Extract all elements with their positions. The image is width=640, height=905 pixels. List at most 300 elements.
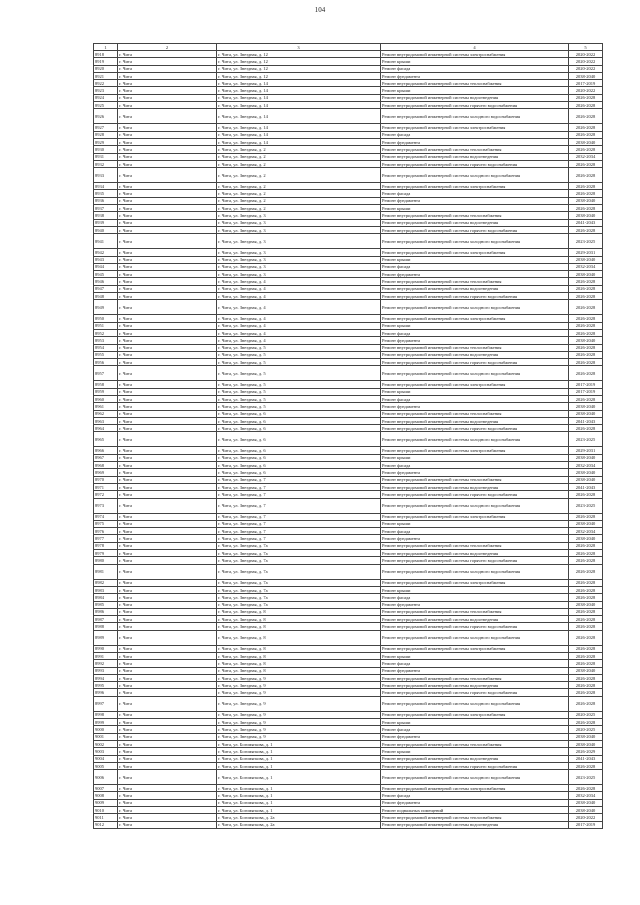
- row-work-type: Ремонт внутридомовой инженерной системы холодного водоснабжения: [381, 109, 569, 124]
- row-address: г. Чита, ул. Звездная, д. 14: [217, 138, 381, 145]
- row-city: г. Чита: [118, 285, 217, 292]
- row-address: г. Чита, ул. Звездная, д. 9: [217, 689, 381, 696]
- row-address: г. Чита, ул. Звездная, д. 2: [217, 146, 381, 153]
- row-city: г. Чита: [118, 740, 217, 747]
- row-address: г. Чита, ул. Звездная, д. 7а: [217, 586, 381, 593]
- row-period: 2026-2028: [569, 102, 603, 109]
- row-city: г. Чита: [118, 616, 217, 623]
- row-city: г. Чита: [118, 65, 217, 72]
- table-row: [94, 417, 603, 424]
- row-address: г. Чита, ул. Звездная, д. 7а: [217, 579, 381, 586]
- row-address: г. Чита, ул. Звездная, д. 7: [217, 528, 381, 535]
- row-period: 2026-2028: [569, 329, 603, 336]
- row-address: г. Чита, ул. Звездная, д. 12: [217, 51, 381, 58]
- row-number: 8977: [94, 535, 118, 542]
- row-city: г. Чита: [118, 51, 217, 58]
- row-address: г. Чита, ул. Звездная, д. 3: [217, 256, 381, 263]
- row-number: 8983: [94, 586, 118, 593]
- row-work-type: Ремонт крыши: [381, 586, 569, 593]
- table-row: [94, 462, 603, 469]
- table-row: [94, 300, 603, 315]
- table-row: [94, 359, 603, 366]
- row-address: г. Чита, ул. Звездная, д. 7а: [217, 557, 381, 564]
- table-row: [94, 476, 603, 483]
- row-number: 8950: [94, 315, 118, 322]
- row-work-type: Ремонт крыши: [381, 520, 569, 527]
- row-city: г. Чита: [118, 102, 217, 109]
- row-number: 8926: [94, 109, 118, 124]
- row-city: г. Чита: [118, 344, 217, 351]
- row-address: г. Чита, ул. Звездная, д. 6: [217, 462, 381, 469]
- row-number: 8918: [94, 51, 118, 58]
- table-row: [94, 762, 603, 769]
- row-number: 8978: [94, 542, 118, 549]
- row-work-type: Ремонт внутридомовой инженерной системы электроснабжения: [381, 183, 569, 190]
- row-work-type: Ремонт внутридомовой инженерной системы электроснабжения: [381, 315, 569, 322]
- table-row: [94, 719, 603, 726]
- row-number: 8995: [94, 682, 118, 689]
- row-number: 8955: [94, 351, 118, 358]
- row-city: г. Чита: [118, 491, 217, 498]
- row-work-type: Ремонт фасада: [381, 528, 569, 535]
- row-city: г. Чита: [118, 315, 217, 322]
- row-city: г. Чита: [118, 586, 217, 593]
- row-number: 8984: [94, 594, 118, 601]
- row-number: 8951: [94, 322, 118, 329]
- row-city: г. Чита: [118, 608, 217, 615]
- table-row: [94, 630, 603, 645]
- table-row: [94, 410, 603, 417]
- row-city: г. Чита: [118, 579, 217, 586]
- row-address: г. Чита, ул. Богомягкова, д. 1: [217, 792, 381, 799]
- row-city: г. Чита: [118, 410, 217, 417]
- row-number: 9008: [94, 792, 118, 799]
- table-row: [94, 491, 603, 498]
- row-work-type: Ремонт фасада: [381, 263, 569, 270]
- row-period: 2026-2028: [569, 366, 603, 381]
- row-period: 2023-2025: [569, 770, 603, 785]
- row-city: г. Чита: [118, 249, 217, 256]
- row-city: г. Чита: [118, 168, 217, 183]
- row-number: 8941: [94, 234, 118, 249]
- row-city: г. Чита: [118, 263, 217, 270]
- row-city: г. Чита: [118, 645, 217, 652]
- row-period: 2026-2028: [569, 630, 603, 645]
- row-number: 8959: [94, 388, 118, 395]
- row-address: г. Чита, ул. Звездная, д. 14: [217, 80, 381, 87]
- row-work-type: Ремонт внутридомовой инженерной системы электроснабжения: [381, 124, 569, 131]
- row-period: 2017-2019: [569, 388, 603, 395]
- row-work-type: Ремонт внутридомовой инженерной системы водоотведения: [381, 351, 569, 358]
- row-city: г. Чита: [118, 366, 217, 381]
- row-period: 2038-2040: [569, 601, 603, 608]
- row-city: г. Чита: [118, 755, 217, 762]
- row-number: 8998: [94, 711, 118, 718]
- row-city: г. Чита: [118, 513, 217, 520]
- row-city: г. Чита: [118, 197, 217, 204]
- row-city: г. Чита: [118, 381, 217, 388]
- row-period: 2017-2019: [569, 80, 603, 87]
- row-period: 2032-2034: [569, 528, 603, 535]
- row-period: 2026-2028: [569, 491, 603, 498]
- header-col-4: 4: [381, 44, 569, 51]
- table-row: [94, 564, 603, 579]
- row-period: 2026-2028: [569, 762, 603, 769]
- row-city: г. Чита: [118, 726, 217, 733]
- row-work-type: Ремонт внутридомовой инженерной системы теплоснабжения: [381, 608, 569, 615]
- row-work-type: Ремонт внутридомовой инженерной системы водоотведения: [381, 616, 569, 623]
- row-period: 2029-2031: [569, 447, 603, 454]
- row-work-type: Ремонт внутридомовой инженерной системы электроснабжения: [381, 785, 569, 792]
- row-period: 2026-2029: [569, 748, 603, 755]
- row-number: 8939: [94, 219, 118, 226]
- row-number: 9005: [94, 762, 118, 769]
- table-row: [94, 293, 603, 300]
- row-city: г. Чита: [118, 359, 217, 366]
- row-address: г. Чита, ул. Звездная, д. 7а: [217, 550, 381, 557]
- row-period: 2038-2040: [569, 740, 603, 747]
- table-row: [94, 94, 603, 101]
- row-period: 2038-2040: [569, 454, 603, 461]
- table-row: [94, 102, 603, 109]
- row-address: г. Чита, ул. Богомягкова, д. 1: [217, 755, 381, 762]
- row-number: 8966: [94, 447, 118, 454]
- row-city: г. Чита: [118, 72, 217, 79]
- row-city: г. Чита: [118, 623, 217, 630]
- row-work-type: Ремонт фасада: [381, 462, 569, 469]
- row-number: 8923: [94, 87, 118, 94]
- row-city: г. Чита: [118, 814, 217, 821]
- row-number: 8993: [94, 667, 118, 674]
- row-city: г. Чита: [118, 748, 217, 755]
- row-work-type: Ремонт крыши: [381, 653, 569, 660]
- row-work-type: Ремонт фундамента: [381, 733, 569, 740]
- row-work-type: Ремонт внутридомовой инженерной системы электроснабжения: [381, 711, 569, 718]
- table-row: [94, 821, 603, 828]
- row-period: 2026-2028: [569, 682, 603, 689]
- row-address: г. Чита, ул. Звездная, д. 7: [217, 520, 381, 527]
- row-address: г. Чита, ул. Звездная, д. 6: [217, 469, 381, 476]
- header-col-1: 1: [94, 44, 118, 51]
- row-number: 8991: [94, 653, 118, 660]
- row-period: 2032-2034: [569, 462, 603, 469]
- row-address: г. Чита, ул. Звездная, д. 14: [217, 94, 381, 101]
- table-row: [94, 234, 603, 249]
- row-address: г. Чита, ул. Богомягкова, д. 1: [217, 748, 381, 755]
- row-period: 2038-2040: [569, 667, 603, 674]
- row-work-type: Ремонт подвальных помещений: [381, 807, 569, 814]
- table-row: [94, 72, 603, 79]
- row-city: г. Чита: [118, 792, 217, 799]
- row-address: г. Чита, ул. Звездная, д. 8: [217, 660, 381, 667]
- row-number: 8925: [94, 102, 118, 109]
- row-address: г. Чита, ул. Звездная, д. 12: [217, 65, 381, 72]
- row-number: 8992: [94, 660, 118, 667]
- row-period: 2020-2022: [569, 65, 603, 72]
- row-city: г. Чита: [118, 564, 217, 579]
- row-city: г. Чита: [118, 785, 217, 792]
- row-number: 8981: [94, 564, 118, 579]
- row-number: 9001: [94, 733, 118, 740]
- table-row: [94, 594, 603, 601]
- row-address: г. Чита, ул. Звездная, д. 8: [217, 653, 381, 660]
- row-period: 2026-2028: [569, 278, 603, 285]
- row-period: 2038-2040: [569, 138, 603, 145]
- row-address: г. Чита, ул. Звездная, д. 8: [217, 616, 381, 623]
- row-number: 8937: [94, 205, 118, 212]
- row-address: г. Чита, ул. Звездная, д. 2: [217, 160, 381, 167]
- row-work-type: Ремонт внутридомовой инженерной системы холодного водоснабжения: [381, 234, 569, 249]
- row-number: 8943: [94, 256, 118, 263]
- row-number: 8971: [94, 483, 118, 490]
- row-work-type: Ремонт внутридомовой инженерной системы холодного водоснабжения: [381, 366, 569, 381]
- row-work-type: Ремонт крыши: [381, 205, 569, 212]
- row-city: г. Чита: [118, 653, 217, 660]
- row-work-type: Ремонт фундамента: [381, 535, 569, 542]
- row-city: г. Чита: [118, 395, 217, 402]
- row-period: 2026-2028: [569, 131, 603, 138]
- row-period: 2026-2028: [569, 146, 603, 153]
- row-city: г. Чита: [118, 711, 217, 718]
- table-row: [94, 395, 603, 402]
- row-number: 9010: [94, 807, 118, 814]
- row-number: 8956: [94, 359, 118, 366]
- row-work-type: Ремонт внутридомовой инженерной системы электроснабжения: [381, 579, 569, 586]
- row-number: 8924: [94, 94, 118, 101]
- table-row: [94, 432, 603, 447]
- row-period: 2038-2040: [569, 807, 603, 814]
- row-address: г. Чита, ул. Звездная, д. 4: [217, 285, 381, 292]
- row-work-type: Ремонт фундамента: [381, 138, 569, 145]
- row-period: 2032-2034: [569, 263, 603, 270]
- table-row: [94, 814, 603, 821]
- row-number: 9012: [94, 821, 118, 828]
- row-work-type: Ремонт крыши: [381, 322, 569, 329]
- row-work-type: Ремонт внутридомовой инженерной системы водоотведения: [381, 153, 569, 160]
- table-row: [94, 535, 603, 542]
- row-number: 8938: [94, 212, 118, 219]
- row-address: г. Чита, ул. Звездная, д. 9: [217, 711, 381, 718]
- row-work-type: Ремонт внутридомовой инженерной системы холодного водоснабжения: [381, 770, 569, 785]
- row-period: 2026-2028: [569, 395, 603, 402]
- row-period: 2038-2040: [569, 469, 603, 476]
- table-row: [94, 498, 603, 513]
- row-period: 2038-2040: [569, 337, 603, 344]
- row-city: г. Чита: [118, 469, 217, 476]
- row-number: 8989: [94, 630, 118, 645]
- table-row: [94, 219, 603, 226]
- table-row: [94, 153, 603, 160]
- row-period: 2026-2028: [569, 285, 603, 292]
- row-work-type: Ремонт крыши: [381, 388, 569, 395]
- row-period: 2026-2028: [569, 300, 603, 315]
- row-number: 8990: [94, 645, 118, 652]
- row-work-type: Ремонт внутридомовой инженерной системы электроснабжения: [381, 381, 569, 388]
- table-row: [94, 653, 603, 660]
- row-city: г. Чита: [118, 696, 217, 711]
- table-row: [94, 755, 603, 762]
- row-address: г. Чита, ул. Богомягкова, д. 1: [217, 799, 381, 806]
- row-work-type: Ремонт внутридомовой инженерной системы холодного водоснабжения: [381, 630, 569, 645]
- row-address: г. Чита, ул. Звездная, д. 7: [217, 476, 381, 483]
- table-row: [94, 366, 603, 381]
- row-address: г. Чита, ул. Звездная, д. 7а: [217, 594, 381, 601]
- row-city: г. Чита: [118, 329, 217, 336]
- row-work-type: Ремонт внутридомовой инженерной системы водоотведения: [381, 483, 569, 490]
- row-address: г. Чита, ул. Звездная, д. 6: [217, 447, 381, 454]
- row-period: 2038-2040: [569, 733, 603, 740]
- row-work-type: Ремонт фасада: [381, 726, 569, 733]
- table-row: [94, 124, 603, 131]
- row-address: г. Чита, ул. Богомягкова, д. 2а: [217, 821, 381, 828]
- table-row: [94, 542, 603, 549]
- row-number: 8973: [94, 498, 118, 513]
- row-period: 2026-2028: [569, 689, 603, 696]
- row-address: г. Чита, ул. Звездная, д. 9: [217, 726, 381, 733]
- row-work-type: Ремонт внутридомовой инженерной системы теплоснабжения: [381, 344, 569, 351]
- row-work-type: Ремонт внутридомовой инженерной системы электроснабжения: [381, 513, 569, 520]
- row-work-type: Ремонт крыши: [381, 454, 569, 461]
- row-work-type: Ремонт внутридомовой инженерной системы горячего водоснабжения: [381, 762, 569, 769]
- row-number: 8932: [94, 160, 118, 167]
- row-address: г. Чита, ул. Звездная, д. 14: [217, 109, 381, 124]
- row-number: 9006: [94, 770, 118, 785]
- row-address: г. Чита, ул. Богомягкова, д. 1: [217, 762, 381, 769]
- row-period: 2026-2028: [569, 359, 603, 366]
- table-row: [94, 278, 603, 285]
- row-period: 2026-2028: [569, 425, 603, 432]
- row-city: г. Чита: [118, 719, 217, 726]
- row-address: г. Чита, ул. Звездная, д. 7а: [217, 564, 381, 579]
- row-period: 2026-2028: [569, 168, 603, 183]
- row-number: 8929: [94, 138, 118, 145]
- row-work-type: Ремонт крыши: [381, 256, 569, 263]
- row-address: г. Чита, ул. Звездная, д. 3: [217, 219, 381, 226]
- table-row: [94, 212, 603, 219]
- row-period: 2026-2028: [569, 226, 603, 233]
- row-work-type: Ремонт внутридомовой инженерной системы водоотведения: [381, 285, 569, 292]
- row-address: г. Чита, ул. Звездная, д. 9: [217, 719, 381, 726]
- row-address: г. Чита, ул. Звездная, д. 3: [217, 263, 381, 270]
- row-city: г. Чита: [118, 219, 217, 226]
- row-work-type: Ремонт фасада: [381, 131, 569, 138]
- row-period: 2026-2028: [569, 594, 603, 601]
- table-row: [94, 226, 603, 233]
- row-work-type: Ремонт внутридомовой инженерной системы теплоснабжения: [381, 740, 569, 747]
- table-row: [94, 285, 603, 292]
- row-address: г. Чита, ул. Богомягкова, д. 1: [217, 807, 381, 814]
- row-work-type: Ремонт крыши: [381, 719, 569, 726]
- table-row: [94, 403, 603, 410]
- row-number: 8919: [94, 58, 118, 65]
- table-row: [94, 740, 603, 747]
- row-number: 8921: [94, 72, 118, 79]
- table-row: [94, 315, 603, 322]
- table-row: [94, 799, 603, 806]
- row-number: 8957: [94, 366, 118, 381]
- row-period: 2026-2028: [569, 344, 603, 351]
- row-address: г. Чита, ул. Звездная, д. 2: [217, 190, 381, 197]
- row-work-type: Ремонт фундамента: [381, 667, 569, 674]
- row-work-type: Ремонт внутридомовой инженерной системы теплоснабжения: [381, 542, 569, 549]
- row-city: г. Чита: [118, 807, 217, 814]
- row-city: г. Чита: [118, 234, 217, 249]
- row-address: г. Чита, ул. Звездная, д. 7: [217, 491, 381, 498]
- row-city: г. Чита: [118, 160, 217, 167]
- table-row: [94, 586, 603, 593]
- row-city: г. Чита: [118, 483, 217, 490]
- row-number: 8979: [94, 550, 118, 557]
- table-header: [94, 44, 603, 51]
- row-address: г. Чита, ул. Звездная, д. 14: [217, 131, 381, 138]
- table-row: [94, 447, 603, 454]
- row-period: 2026-2028: [569, 608, 603, 615]
- table-row: [94, 601, 603, 608]
- row-address: г. Чита, ул. Звездная, д. 7а: [217, 542, 381, 549]
- row-address: г. Чита, ул. Богомягкова, д. 2а: [217, 814, 381, 821]
- table-row: [94, 337, 603, 344]
- table-row: [94, 146, 603, 153]
- row-number: 8935: [94, 190, 118, 197]
- row-city: г. Чита: [118, 682, 217, 689]
- row-period: 2026-2028: [569, 293, 603, 300]
- row-period: 2026-2028: [569, 315, 603, 322]
- row-number: 8949: [94, 300, 118, 315]
- table-row: [94, 733, 603, 740]
- row-number: 9003: [94, 748, 118, 755]
- row-work-type: Ремонт фасада: [381, 329, 569, 336]
- row-period: 2038-2040: [569, 256, 603, 263]
- row-work-type: Ремонт внутридомовой инженерной системы теплоснабжения: [381, 674, 569, 681]
- row-work-type: Ремонт фундамента: [381, 271, 569, 278]
- row-address: г. Чита, ул. Звездная, д. 8: [217, 630, 381, 645]
- row-address: г. Чита, ул. Звездная, д. 2: [217, 153, 381, 160]
- row-number: 9004: [94, 755, 118, 762]
- row-number: 8942: [94, 249, 118, 256]
- row-work-type: Ремонт внутридомовой инженерной системы холодного водоснабжения: [381, 300, 569, 315]
- row-period: 2020-2022: [569, 814, 603, 821]
- row-period: 2026-2028: [569, 557, 603, 564]
- row-work-type: Ремонт внутридомовой инженерной системы водоотведения: [381, 682, 569, 689]
- row-address: г. Чита, ул. Звездная, д. 12: [217, 72, 381, 79]
- row-work-type: Ремонт внутридомовой инженерной системы горячего водоснабжения: [381, 226, 569, 233]
- row-address: г. Чита, ул. Звездная, д. 5: [217, 395, 381, 402]
- table-row: [94, 322, 603, 329]
- row-address: г. Чита, ул. Звездная, д. 3: [217, 226, 381, 233]
- row-address: г. Чита, ул. Звездная, д. 6: [217, 410, 381, 417]
- row-address: г. Чита, ул. Звездная, д. 5: [217, 403, 381, 410]
- row-period: 2020-2022: [569, 87, 603, 94]
- row-work-type: Ремонт фундамента: [381, 469, 569, 476]
- row-number: 8954: [94, 344, 118, 351]
- row-city: г. Чита: [118, 557, 217, 564]
- row-number: 8997: [94, 696, 118, 711]
- row-number: 8976: [94, 528, 118, 535]
- table-row: [94, 58, 603, 65]
- row-address: г. Чита, ул. Звездная, д. 5: [217, 366, 381, 381]
- table-row: [94, 344, 603, 351]
- row-period: 2038-2040: [569, 535, 603, 542]
- row-city: г. Чита: [118, 425, 217, 432]
- table-row: [94, 557, 603, 564]
- row-address: г. Чита, ул. Звездная, д. 3: [217, 234, 381, 249]
- table-row: [94, 454, 603, 461]
- table-row: [94, 785, 603, 792]
- row-work-type: Ремонт внутридомовой инженерной системы холодного водоснабжения: [381, 432, 569, 447]
- row-period: 2041-2043: [569, 219, 603, 226]
- row-work-type: Ремонт внутридомовой инженерной системы холодного водоснабжения: [381, 564, 569, 579]
- table-row: [94, 623, 603, 630]
